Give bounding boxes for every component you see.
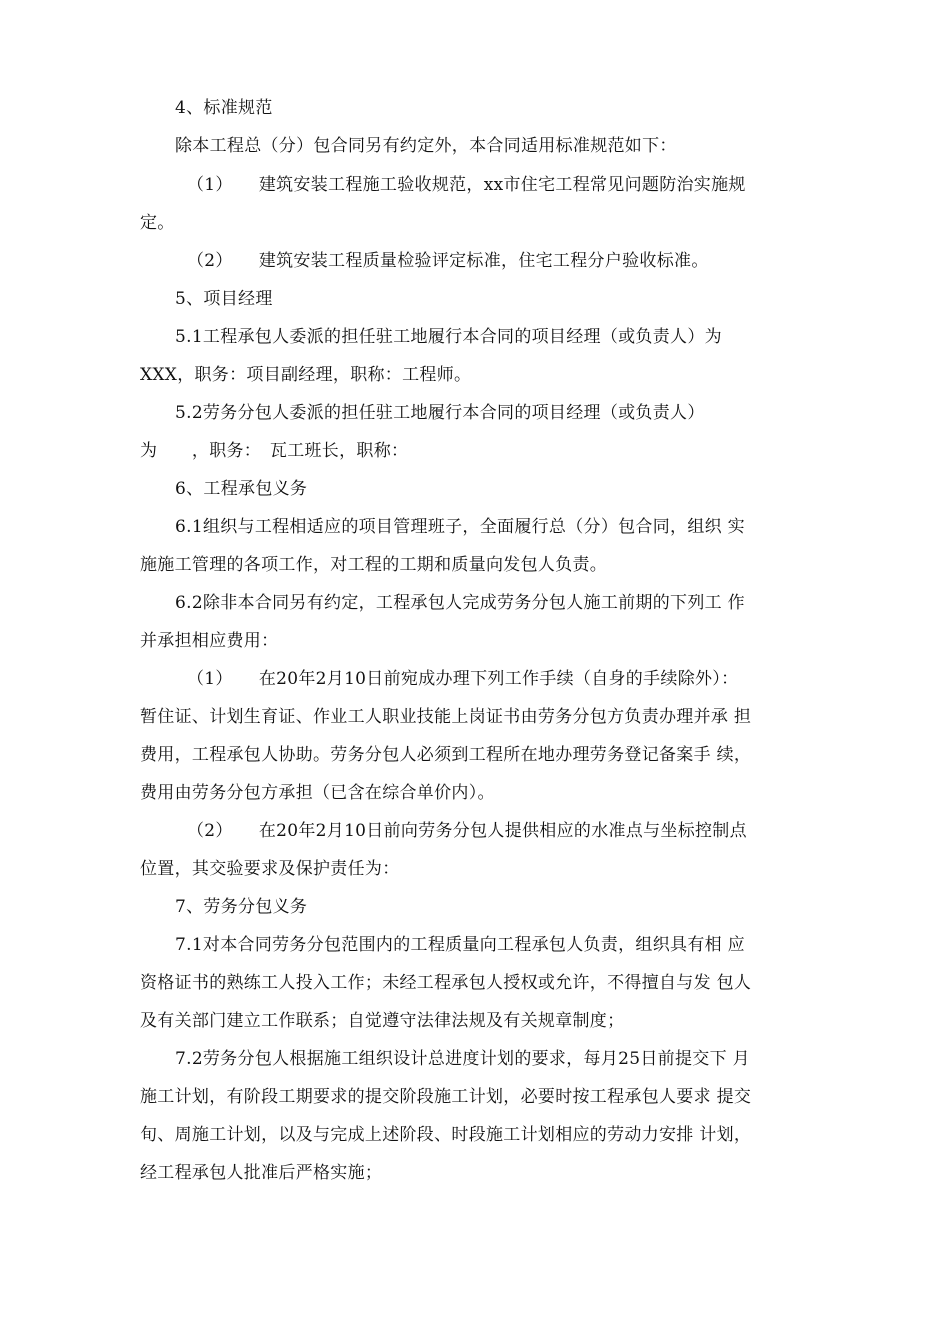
paragraph-line: 7.1对本合同劳务分包范围内的工程质量向工程承包人负责，组织具有相 应 (175, 935, 745, 955)
heading-standards: 4、标准规范 (175, 98, 273, 118)
paragraph-line: 为 ，职务： 瓦工班长，职称： (140, 441, 409, 461)
paragraph-line: 及有关部门建立工作联系；自觉遵守法律法规及有关规章制度； (140, 1011, 625, 1031)
paragraph-line: 6.2除非本合同另有约定，工程承包人完成劳务分包人施工前期的下列工 作 (175, 593, 745, 613)
list-item-line: （1） 建筑安装工程施工验收规范，xx市住宅工程常见问题防治实施规 (187, 175, 746, 195)
paragraph-line: 定。 (140, 213, 175, 233)
paragraph-line: XXX，职务：项目副经理，职称：工程师。 (140, 365, 472, 385)
paragraph-line: 5.2劳务分包人委派的担任驻工地履行本合同的项目经理（或负责人） (175, 403, 705, 423)
paragraph-line: 施工计划，有阶段工期要求的提交阶段施工计划，必要时按工程承包人要求 提交 (140, 1087, 752, 1107)
paragraph-line: 经工程承包人批准后严格实施； (140, 1163, 383, 1183)
heading-project-manager: 5、项目经理 (175, 289, 273, 309)
paragraph-line: 除本工程总（分）包合同另有约定外，本合同适用标准规范如下： (175, 136, 677, 156)
heading-contractor-obligations: 6、工程承包义务 (175, 479, 308, 499)
heading-subcontractor-obligations: 7、劳务分包义务 (175, 897, 308, 917)
list-item-line: （2） 在20年2月10日前向劳务分包人提供相应的水准点与坐标控制点 (187, 821, 747, 841)
paragraph-line: 旬、周施工计划，以及与完成上述阶段、时段施工计划相应的劳动力安排 计划， (140, 1125, 752, 1145)
paragraph-line: 费用，工程承包人协助。劳务分包人必须到工程所在地办理劳务登记备案手 续， (140, 745, 752, 765)
paragraph-line: 5.1工程承包人委派的担任驻工地履行本合同的项目经理（或负责人）为 (175, 327, 722, 347)
paragraph-line: 资格证书的熟练工人投入工作；未经工程承包人授权或允许，不得擅自与发 包人 (140, 973, 752, 993)
list-item-line: （1） 在20年2月10日前宛成办理下列工作手续（自身的手续除外）： (187, 669, 739, 689)
paragraph-line: 并承担相应费用： (140, 631, 279, 651)
paragraph-line: 费用由劳务分包方承担（已含在综合单价内）。 (140, 783, 495, 803)
paragraph-line: 施施工管理的各项工作，对工程的工期和质量向发包人负责。 (140, 555, 608, 575)
paragraph-line: 位置，其交验要求及保护责任为： (140, 859, 400, 879)
paragraph-line: 7.2劳务分包人根据施工组织设计总进度计划的要求，每月25日前提交下 月 (175, 1049, 750, 1069)
paragraph-line: 6.1组织与工程相适应的项目管理班子，全面履行总（分）包合同，组织 实 (175, 517, 745, 537)
list-item-line: （2） 建筑安装工程质量检验评定标准，住宅工程分户验收标准。 (187, 251, 709, 271)
paragraph-line: 暂住证、计划生育证、作业工人职业技能上岗证书由劳务分包方负责办理并承 担 (140, 707, 752, 727)
